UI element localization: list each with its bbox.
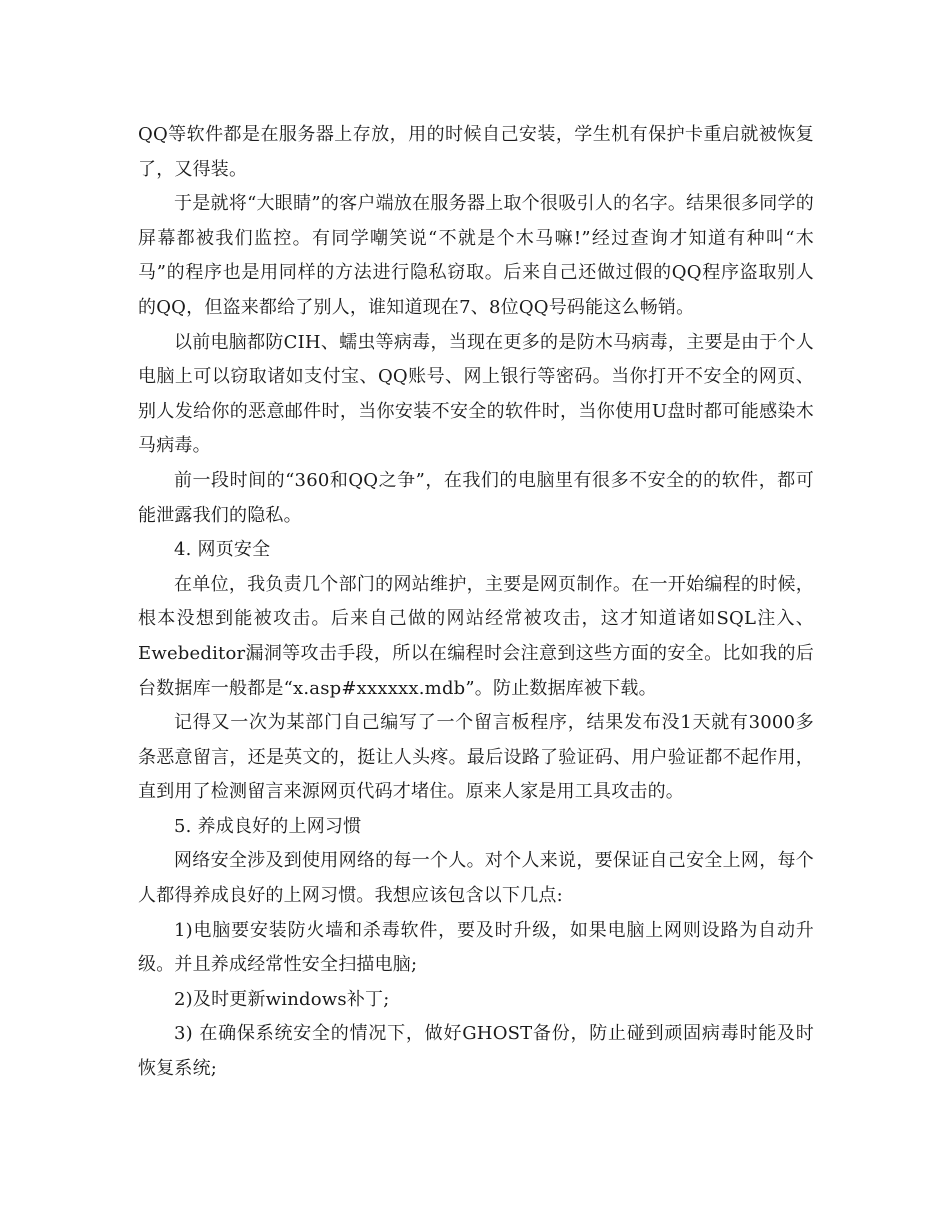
paragraph: 前一段时间的“360和QQ之争”，在我们的电脑里有很多不安全的的软件，都可能泄露我们的隐私。 bbox=[138, 469, 814, 526]
paragraph: 记得又一次为某部门自己编写了一个留言板程序，结果发布没1天就有3000多条恶意留言，还是英文的，挺让人头疼。最后设路了验证码、用户验证都不起作用，直到用了检测留言来源网页代码才堵住。原来人家是用工具攻击的。 bbox=[138, 712, 814, 803]
paragraph: 以前电脑都防CIH、蠕虫等病毒，当现在更多的是防木马病毒，主要是由于个人电脑上可以窃取诸如支付宝、QQ账号、网上银行等密码。当你打开不安全的网页、别人发给你的恶意邮件时，当你安装不安全的软件时，当你使用U盘时都可能感染木马病毒。 bbox=[138, 331, 814, 457]
list-item: 2)及时更新windows补丁; bbox=[174, 988, 390, 1010]
paragraph: 在单位，我负责几个部门的网站维护，主要是网页制作。在一开始编程的时候，根本没想到能被攻击。后来自己做的网站经常被攻击，这才知道诸如SQL注入、Ewebeditor漏洞等攻击手段，所以在编程时会注意到这些方面的安全。比如我的后台数据库一般都是“x.asp#xxxxxx.mdb”。防止数据库被下载。 bbox=[138, 573, 814, 699]
paragraph: QQ等软件都是在服务器上存放，用的时候自己安装，学生机有保护卡重启就被恢复了，又得装。 bbox=[138, 124, 814, 180]
list-item: 3) 在确保系统安全的情况下，做好GHOST备份，防止碰到顽固病毒时能及时恢复系统; bbox=[138, 1023, 814, 1080]
document-body bbox=[138, 118, 814, 1087]
paragraph: 网络安全涉及到使用网络的每一个人。对个人来说，要保证自己安全上网，每个人都得养成良好的上网习惯。我想应该包含以下几点: bbox=[138, 850, 814, 907]
section-heading: 5. 养成良好的上网习惯 bbox=[174, 815, 362, 837]
list-item: 1)电脑要安装防火墙和杀毒软件，要及时升级，如果电脑上网则设路为自动升级。并且养成经常性安全扫描电脑; bbox=[138, 919, 814, 976]
paragraph: 于是就将“大眼睛”的客户端放在服务器上取个很吸引人的名字。结果很多同学的屏幕都被我们监控。有同学嘲笑说“不就是个木马嘛!”经过查询才知道有种叫“木马”的程序也是用同样的方法进行隐私窃取。后来自己还做过假的QQ程序盗取别人的QQ，但盗来都给了别人，谁知道现在7、8位QQ号码能这么畅销。 bbox=[138, 193, 814, 318]
section-heading: 4. 网页安全 bbox=[174, 539, 271, 561]
